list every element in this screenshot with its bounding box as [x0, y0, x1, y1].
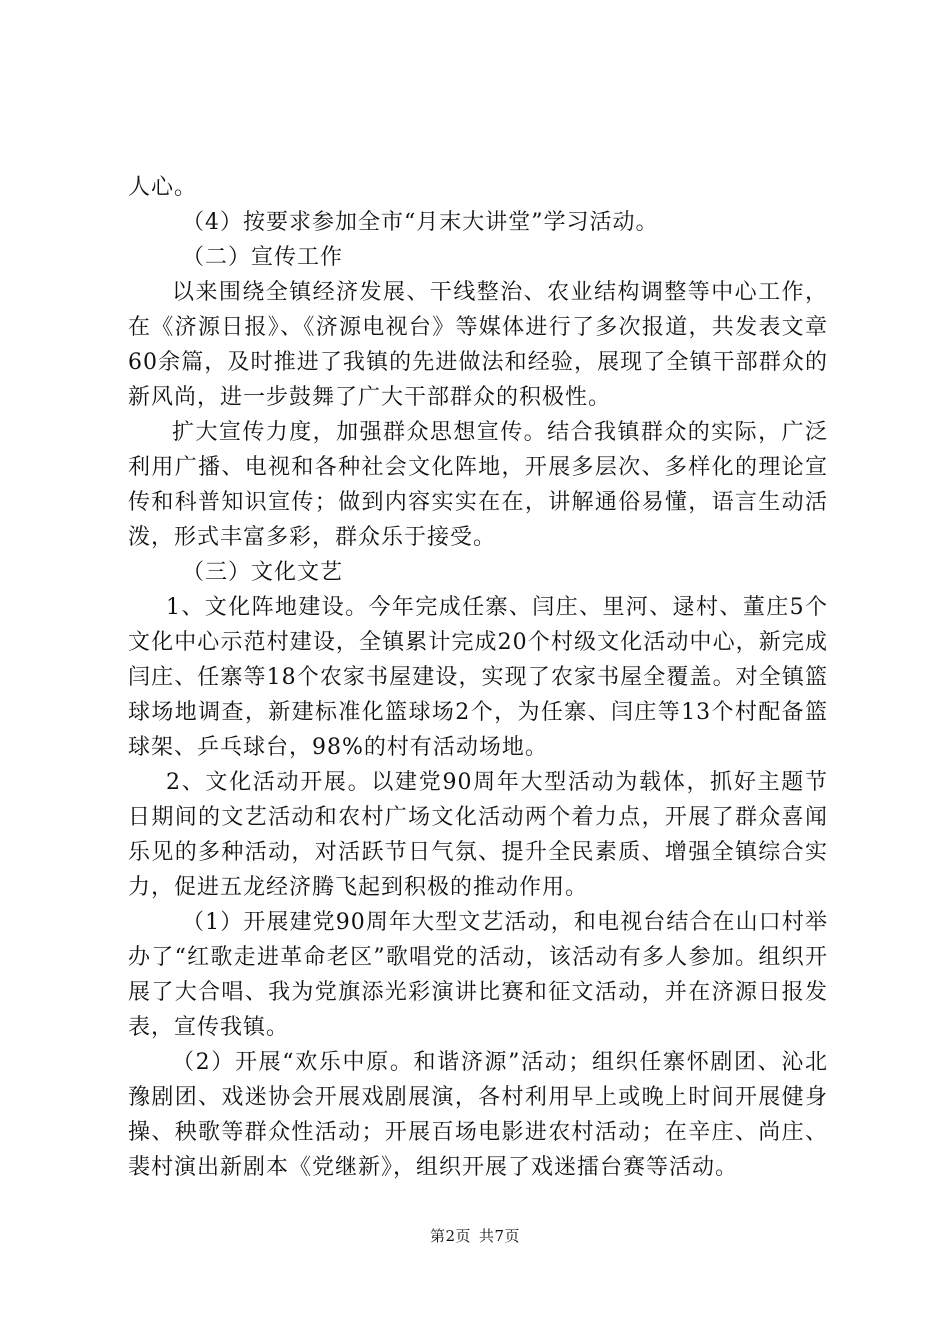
paragraph-publicity-expand: 扩大宣传力度，加强群众思想宣传。结合我镇群众的实际，广泛利用广播、电视和各种社会文化阵地，开展多层次、多样化的理论宣传和科普知识宣传；做到内容实实在在，讲解通俗易懂，语言生动活泼，形式丰富多彩，群众乐于接受。 — [128, 420, 828, 550]
list-item-party-anniversary: （1）开展建党90周年大型文艺活动，和电视台结合在山口村举办了“红歌走进革命老区”歌唱党的活动，该活动有多人参加。组织开展了大合唱、我为党旗添光彩演讲比赛和征文活动，并在济源日报发表，宣传我镇。 — [128, 910, 828, 1040]
document-body — [128, 170, 828, 1185]
page-total: 共7页 — [479, 1227, 521, 1245]
paragraph-culture-activities: 2、文化活动开展。以建党90周年大型活动为载体，抓好主题节日期间的文艺活动和农村广场文化活动两个着力点，开展了群众喜闻乐见的多种活动，对活跃节日气氛、提升全民素质、增强全镇综合实力，促进五龙经济腾飞起到积极的推动作用。 — [128, 770, 828, 900]
list-item-happy-central-plains: （2）开展“欢乐中原。和谐济源”活动；组织任寨怀剧团、沁北豫剧团、戏迷协会开展戏剧展演，各村利用早上或晚上时间开展健身操、秧歌等群众性活动；开展百场电影进农村活动；在辛庄、尚庄、裴村演出新剧本《党继新》，组织开展了戏迷擂台赛等活动。 — [128, 1050, 828, 1180]
paragraph-continuation: 人心。 — [128, 175, 198, 200]
paragraph-publicity-reports: 以来围绕全镇经济发展、干线整治、农业结构调整等中心工作，在《济源日报》、《济源电视台》等媒体进行了多次报道，共发表文章60余篇，及时推进了我镇的先进做法和经验，展现了全镇干部群众的新风尚，进一步鼓舞了广大干部群众的积极性。 — [128, 280, 828, 410]
list-item-4: （4）按要求参加全市“月末大讲堂”学习活动。 — [182, 210, 659, 235]
paragraph-culture-facilities: 1、文化阵地建设。今年完成任寨、闫庄、里河、逯村、董庄5个文化中心示范村建设，全镇累计完成20个村级文化活动中心，新完成闫庄、任寨等18个农家书屋建设，实现了农家书屋全覆盖。对全镇篮球场地调查，新建标准化篮球场2个，为任寨、闫庄等13个村配备篮球架、乒乓球台，98%的村有活动场地。 — [128, 595, 828, 760]
page-footer — [0, 1226, 950, 1246]
section-heading-culture: （三）文化文艺 — [182, 560, 344, 585]
section-heading-publicity: （二）宣传工作 — [182, 245, 344, 270]
page-number: 第2页 — [429, 1227, 471, 1245]
